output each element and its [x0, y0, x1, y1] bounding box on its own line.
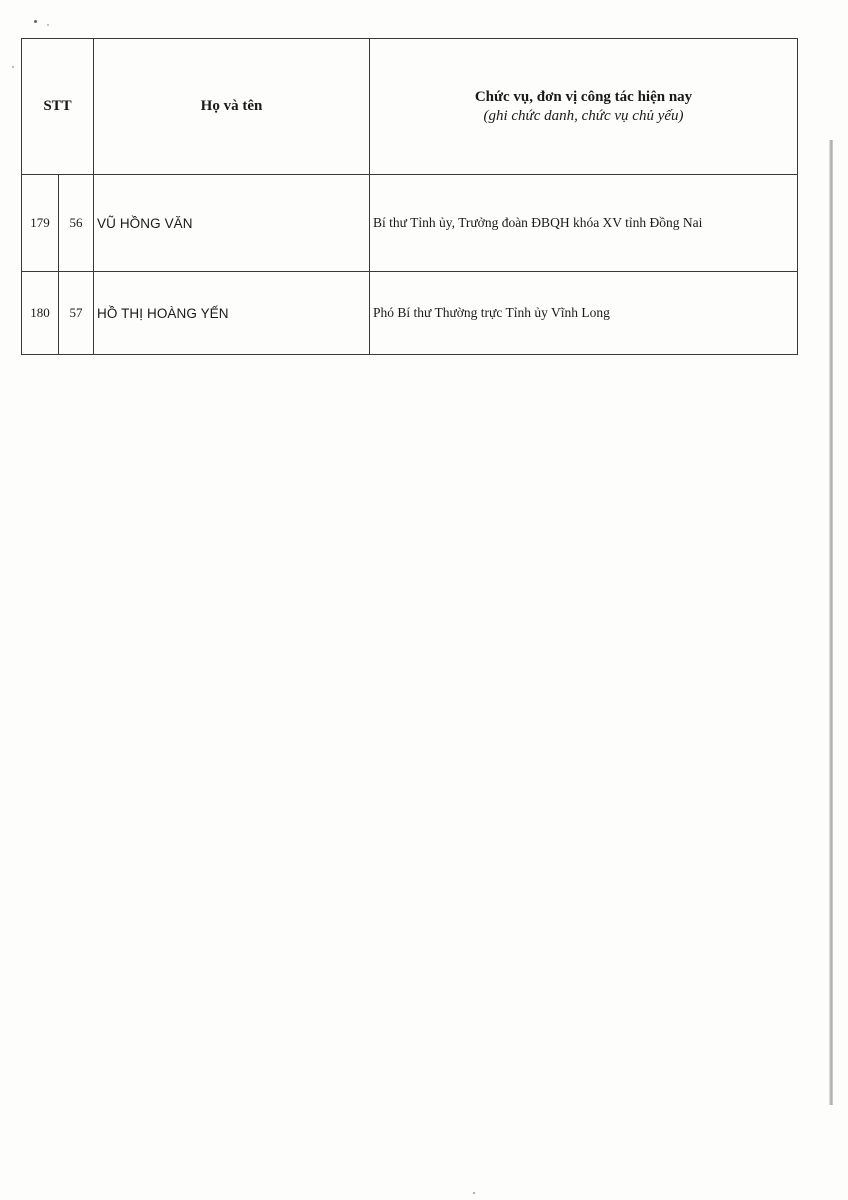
header-position	[370, 39, 798, 175]
row-index: 180	[22, 272, 59, 355]
row-sub-index: 57	[59, 272, 94, 355]
table-row	[22, 272, 798, 355]
row-index: 179	[22, 175, 59, 272]
scan-speck	[47, 24, 49, 26]
row-name: VŨ HỒNG VĂN	[94, 175, 370, 272]
table-header-row	[22, 39, 798, 175]
header-stt: STT	[22, 39, 94, 175]
roster-table	[21, 38, 798, 355]
row-position: Phó Bí thư Thường trực Tỉnh ủy Vĩnh Long	[370, 272, 798, 355]
scan-speck	[473, 1192, 475, 1194]
row-sub-index: 56	[59, 175, 94, 272]
header-position-note: (ghi chức danh, chức vụ chủ yếu)	[483, 107, 684, 124]
scan-speck	[12, 66, 14, 68]
header-name: Họ và tên	[94, 39, 370, 175]
header-position-title: Chức vụ, đơn vị công tác hiện nay	[474, 88, 693, 105]
table-row	[22, 175, 798, 272]
row-name: HỒ THỊ HOÀNG YẾN	[94, 272, 370, 355]
scan-edge-shadow	[829, 140, 833, 1105]
scan-speck	[34, 20, 37, 23]
row-position: Bí thư Tỉnh ủy, Trưởng đoàn ĐBQH khóa XV tỉnh Đồng Nai	[370, 175, 798, 272]
